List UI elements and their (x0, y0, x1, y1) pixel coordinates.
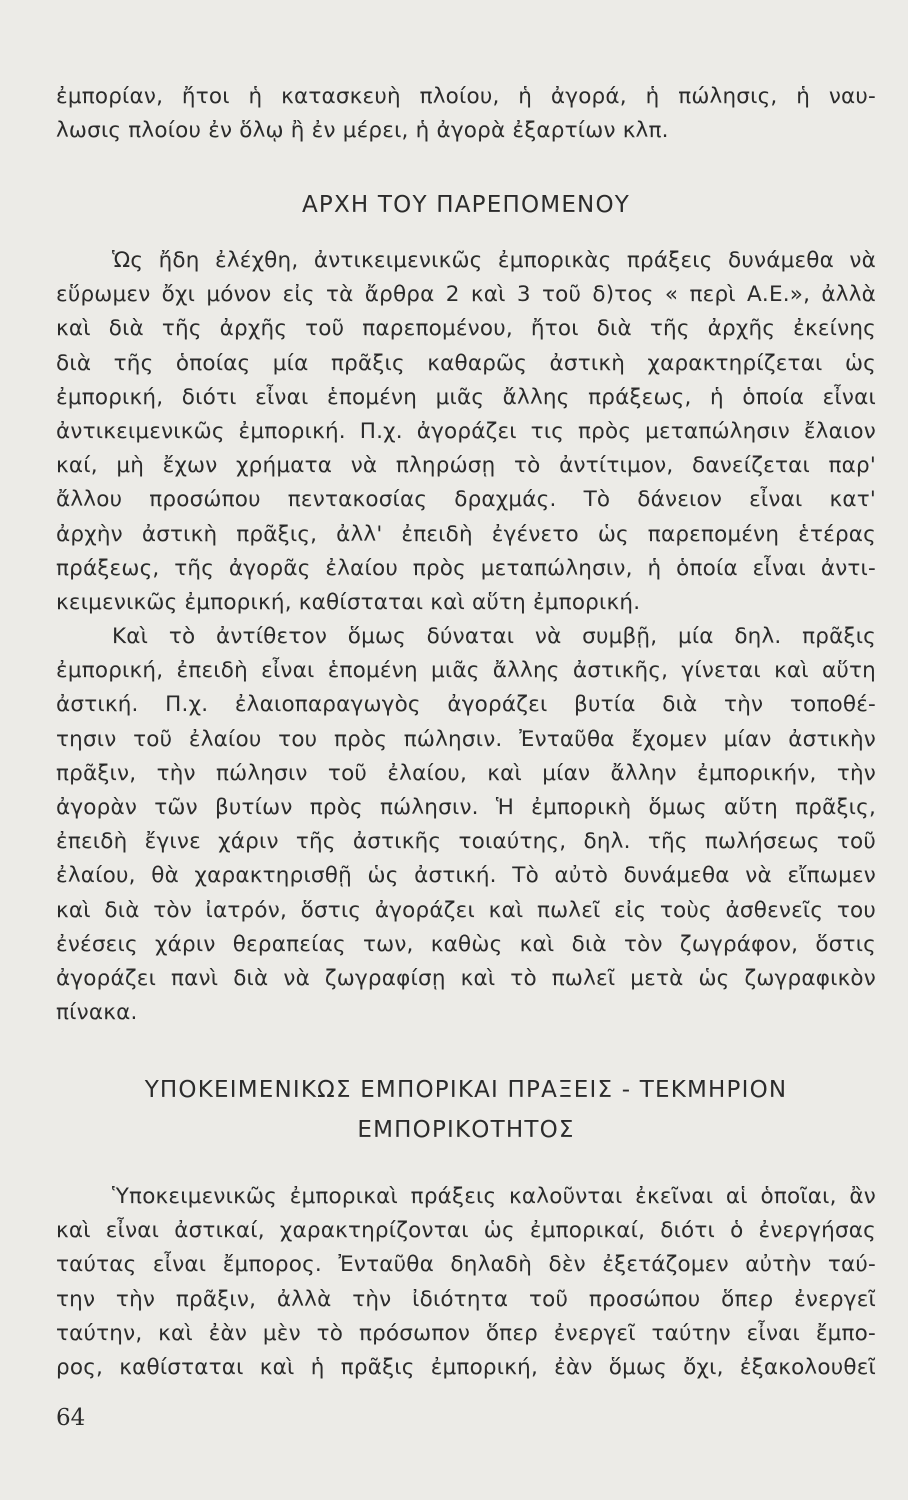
text-line: την τὴν πρᾶξιν, ἀλλὰ τὴν ἰδιότητα τοῦ προσώπου ὅπερ ἐνεργεῖ (56, 1286, 876, 1312)
text-line: ἀστική. Π.χ. ἐλαιοπαραγωγὸς ἀγοράζει βυτία διὰ τὴν τοποθέ- (56, 692, 876, 718)
text-line: πράξεως, τῆς ἀγορᾶς ἐλαίου πρὸς μεταπώλησιν, ἡ ὁποία εἶναι ἀντι- (56, 555, 876, 581)
text-line: ἐμπορίαν, ἤτοι ἡ κατασκευὴ πλοίου, ἡ ἀγορά, ἡ πώλησις, ἡ ναυ- (56, 84, 876, 109)
text-line: ταύτας εἶναι ἔμπορος. Ἐνταῦθα δηλαδὴ δὲν ἐξετάζομεν αὐτὴν ταύ- (56, 1252, 876, 1278)
text-line: ἀντικειμενικῶς ἐμπορική. Π.χ. ἀγοράζει τις πρὸς μεταπώλησιν ἔλαιον (56, 418, 876, 444)
section-body (56, 1180, 876, 1385)
text-line: λωσις πλοίου ἐν ὅλῳ ἢ ἐν μέρει, ἡ ἀγορὰ ἐξαρτίων κλπ. (56, 118, 669, 144)
text-line: Ὡς ἤδη ἐλέχθη, ἀντικειμενικῶς ἐμπορικὰς πράξεις δυνάμεθα νὰ (112, 248, 876, 273)
text-line: ἀγορὰν τῶν βυτίων πρὸς πώλησιν. Ἡ ἐμπορικὴ ὅμως αὕτη πρᾶξις, (56, 795, 876, 820)
text-line: Καὶ τὸ ἀντίθετον ὅμως δύναται νὰ συμβῇ, μία δηλ. πρᾶξις (112, 624, 876, 650)
text-line: Ὑποκειμενικῶς ἐμπορικαὶ πράξεις καλοῦνται ἐκεῖναι αἱ ὁποῖαι, ἂν (112, 1184, 876, 1209)
text-line: ἐπειδὴ ἔγινε χάριν τῆς ἀστικῆς τοιαύτης, δηλ. τῆς πωλήσεως τοῦ (56, 829, 876, 855)
text-line: καί, μὴ ἔχων χρήματα νὰ πληρώσῃ τὸ ἀντίτιμον, δανείζεται παρ' (56, 453, 876, 479)
text-line: πρᾶξιν, τὴν πώλησιν τοῦ ἐλαίου, καὶ μίαν ἄλλην ἐμπορικήν, τὴν (56, 760, 876, 786)
text-line: ἀγοράζει πανὶ διὰ νὰ ζωγραφίσῃ καὶ τὸ πωλεῖ μετὰ ὡς ζωγραφικὸν (56, 965, 876, 991)
text-line: ταύτην, καὶ ἐὰν μὲν τὸ πρόσωπον ὅπερ ἐνεργεῖ ταύτην εἶναι ἔμπο- (56, 1320, 876, 1346)
text-line: πίνακα. (56, 1000, 138, 1026)
text-line: ἐνέσεις χάριν θεραπείας των, καθὼς καὶ διὰ τὸν ζωγράφον, ὅστις (56, 931, 876, 957)
text-line: καὶ διὰ τῆς ἀρχῆς τοῦ παρεπομένου, ἤτοι διὰ τῆς ἀρχῆς ἐκείνης (56, 316, 876, 342)
page-number: 64 (56, 1405, 86, 1431)
text-line: ἄλλου προσώπου πεντακοσίας δραχμάς. Τὸ δάνειον εἶναι κατ' (56, 487, 876, 513)
text-line: διὰ τῆς ὁποίας μία πρᾶξις καθαρῶς ἀστικὴ χαρακτηρίζεται ὡς (56, 350, 876, 376)
text-line: ἐμπορική, διότι εἶναι ἑπομένη μιᾶς ἄλλης πράξεως, ἡ ὁποία εἶναι (56, 384, 876, 410)
text-line: ρος, καθίσταται καὶ ἡ πρᾶξις ἐμπορική, ἐὰν ὅμως ὄχι, ἐξακολουθεῖ (56, 1354, 876, 1380)
section-body (56, 244, 876, 1030)
section-heading (56, 1070, 876, 1150)
text-line: καὶ διὰ τὸν ἰατρόν, ὅστις ἀγοράζει καὶ πωλεῖ εἰς τοὺς ἀσθενεῖς του (56, 897, 876, 923)
text-line: ἐμπορική, ἐπειδὴ εἶναι ἑπομένη μιᾶς ἄλλης ἀστικῆς, γίνεται καὶ αὕτη (56, 658, 876, 684)
top-paragraph (56, 80, 876, 148)
text-line: τησιν τοῦ ἐλαίου του πρὸς πώλησιν. Ἐνταῦθα ἔχομεν μίαν ἀστικὴν (56, 726, 876, 752)
text-line: κειμενικῶς ἐμπορική, καθίσταται καὶ αὕτη ἐμπορική. (56, 589, 641, 615)
section-heading: ΑΡΧΗ ΤΟΥ ΠΑΡΕΠΟΜΕΝΟΥ (301, 192, 631, 218)
text-line: ἐλαίου, θὰ χαρακτηρισθῇ ὡς ἀστική. Τὸ αὐτὸ δυνάμεθα νὰ εἴπωμεν (56, 863, 876, 889)
section-heading-line: ΥΠΟΚΕΙΜΕΝΙΚΩΣ ΕΜΠΟΡΙΚΑΙ ΠΡΑΞΕΙΣ - ΤΕΚΜΗΡΙΟΝ (144, 1077, 788, 1103)
text-line: ἀρχὴν ἀστικὴ πρᾶξις, ἀλλ' ἐπειδὴ ἐγένετο ὡς παρεπομένη ἑτέρας (56, 521, 876, 547)
section-heading-line: ΕΜΠΟΡΙΚΟΤΗΤΟΣ (357, 1117, 575, 1143)
text-line: καὶ εἶναι ἀστικαί, χαρακτηρίζονται ὡς ἐμπορικαί, διότι ὁ ἐνεργήσας (56, 1218, 876, 1244)
text-line: εὕρωμεν ὄχι μόνον εἰς τὰ ἄρθρα 2 καὶ 3 τοῦ δ)τος « περὶ Α.Ε.», ἀλλὰ (56, 282, 876, 308)
